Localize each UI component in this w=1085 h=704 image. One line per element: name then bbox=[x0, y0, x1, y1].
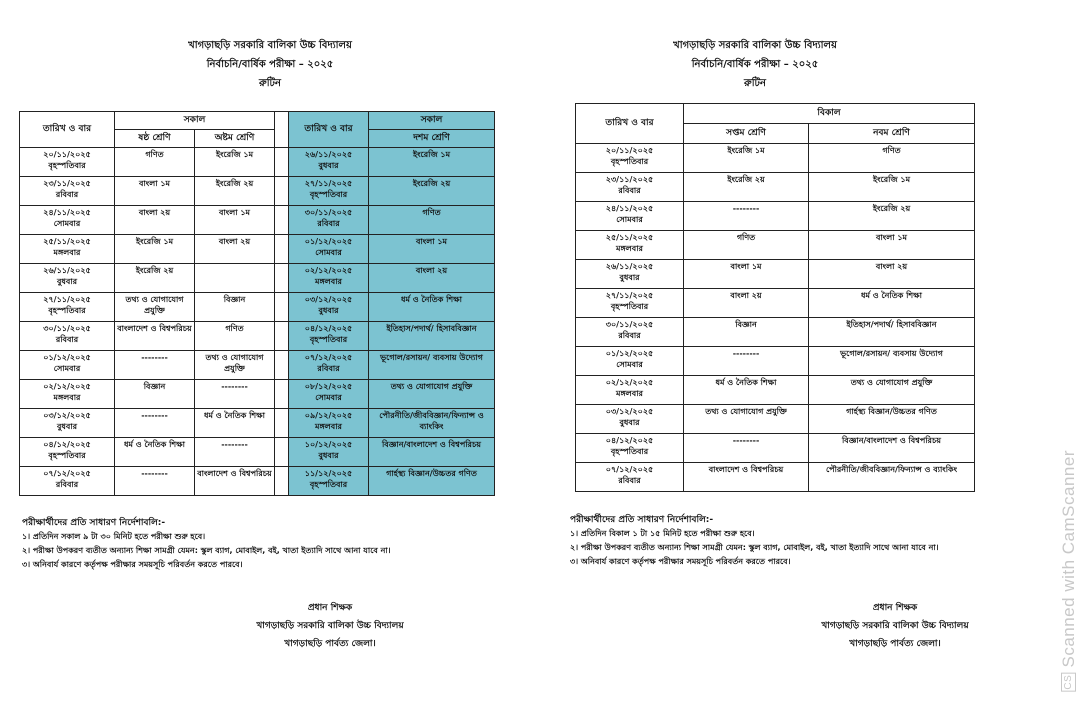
day-text: বৃহস্পতিবার bbox=[48, 161, 86, 170]
table-row bbox=[576, 202, 975, 231]
camscanner-logo-icon: CS bbox=[1063, 675, 1074, 690]
date-text: ২৪/১১/২০২৫ bbox=[605, 204, 654, 213]
day-text: বৃহস্পতিবার bbox=[48, 306, 86, 315]
table-row bbox=[20, 206, 495, 235]
shift-header: বিকাল bbox=[684, 104, 975, 124]
day-text: বৃহস্পতিবার bbox=[309, 480, 348, 489]
gap-cell bbox=[275, 438, 289, 467]
class9-subject: বিজ্ঞান/বাংলাদেশ ও বিশ্বপরিচয় bbox=[809, 434, 975, 463]
date-cell bbox=[576, 318, 684, 347]
signature-role: প্রধান শিক্ষক bbox=[872, 603, 918, 613]
left-instructions bbox=[22, 516, 452, 572]
day-text: বুধবার bbox=[318, 451, 339, 460]
day-text: বুধবার bbox=[619, 273, 640, 282]
table-row bbox=[20, 148, 495, 177]
day-text: মঙ্গলবার bbox=[616, 244, 643, 253]
class6-subject: বাংলা ১ম bbox=[115, 177, 195, 206]
date-text: ০২/১২/২০২৫ bbox=[605, 378, 654, 387]
date-cell-2 bbox=[289, 322, 369, 351]
class9-subject: তথ্য ও যোগাযোগ প্রযুক্তি bbox=[809, 376, 975, 405]
day-text: বৃহস্পতিবার bbox=[309, 335, 348, 344]
date-text: ২০/১১/২০২৫ bbox=[605, 146, 654, 155]
gap-cell bbox=[275, 380, 289, 409]
gap-cell bbox=[275, 148, 289, 177]
table-row bbox=[20, 177, 495, 206]
gap-cell bbox=[275, 293, 289, 322]
class8-subject: ইংরেজি ২য় bbox=[195, 177, 275, 206]
day-text: রবিবার bbox=[55, 190, 79, 199]
class8-subject: -------- bbox=[195, 380, 275, 409]
date-header: তারিখ ও বার bbox=[20, 112, 115, 148]
day-text: বৃহস্পতিবার bbox=[610, 447, 649, 456]
date-text: ২৬/১১/২০২৫ bbox=[304, 150, 353, 159]
date-cell-2 bbox=[289, 148, 369, 177]
date-header-2: তারিখ ও বার bbox=[289, 112, 369, 148]
date-cell-2 bbox=[289, 467, 369, 496]
date-text: ২৭/১১/২০২৫ bbox=[304, 179, 353, 188]
class9-subject: পৌরনীতি/জীববিজ্ঞান/ফিন্যান্স ও ব্যাংকিং bbox=[809, 463, 975, 492]
date-cell-2 bbox=[289, 235, 369, 264]
class10-subject: ইংরেজি ১ম bbox=[369, 148, 495, 177]
date-cell-2 bbox=[289, 351, 369, 380]
shift-header: সকাল bbox=[115, 112, 275, 130]
left-signature bbox=[195, 599, 465, 653]
class6-subject: ইংরেজি ২য় bbox=[115, 264, 195, 293]
date-cell bbox=[20, 177, 115, 206]
gap-cell bbox=[275, 409, 289, 438]
day-text: সোমবার bbox=[315, 248, 342, 257]
class8-subject: বাংলাদেশ ও বিশ্বপরিচয় bbox=[195, 467, 275, 496]
class10-subject: ভূগোল/রসায়ন/ ব্যবসায় উদ্যোগ bbox=[369, 351, 495, 380]
date-text: ২৪/১১/২০২৫ bbox=[43, 208, 91, 217]
gap-cell bbox=[275, 351, 289, 380]
class7-subject: গণিত bbox=[684, 231, 809, 260]
table-row bbox=[576, 231, 975, 260]
signature-school: খাগড়াছড়ি সরকারি বালিকা উচ্চ বিদ্যালয় bbox=[821, 621, 969, 631]
table-row bbox=[576, 434, 975, 463]
class9-subject: ভূগোল/রসায়ন/ ব্যবসায় উদ্যোগ bbox=[809, 347, 975, 376]
day-text: মঙ্গলবার bbox=[53, 393, 81, 402]
class7-subject: বিজ্ঞান bbox=[684, 318, 809, 347]
signature-district: খাগড়াছড়ি পার্বত্য জেলা। bbox=[849, 639, 941, 649]
table-row bbox=[576, 405, 975, 434]
table-row bbox=[576, 347, 975, 376]
class8-subject: বিজ্ঞান bbox=[195, 293, 275, 322]
table-row bbox=[20, 293, 495, 322]
date-text: ১০/১২/২০২৫ bbox=[304, 440, 353, 449]
class8-subject: বাংলা ২য় bbox=[195, 235, 275, 264]
class6-subject: গণিত bbox=[115, 148, 195, 177]
date-cell bbox=[20, 380, 115, 409]
date-cell-2 bbox=[289, 206, 369, 235]
gap-cell bbox=[275, 177, 289, 206]
date-text: ০৪/১২/২০২৫ bbox=[43, 440, 91, 449]
date-text: ২৬/১১/২০২৫ bbox=[605, 262, 654, 271]
class6-subject: বাংলা ২য় bbox=[115, 206, 195, 235]
class9-subject: বাংলা ২য় bbox=[809, 260, 975, 289]
table-row bbox=[576, 173, 975, 202]
exam-title: নির্বাচনি/বার্ষিক পরীক্ষা – ২০২৫ bbox=[691, 59, 819, 70]
class9-subject: গার্হস্থ্য বিজ্ঞান/উচ্চতর গণিত bbox=[809, 405, 975, 434]
date-cell bbox=[20, 351, 115, 380]
date-cell bbox=[20, 438, 115, 467]
class10-subject: বাংলা ২য় bbox=[369, 264, 495, 293]
class10-subject: বাংলা ১ম bbox=[369, 235, 495, 264]
school-name: খাগড়াছড়ি সরকারি বালিকা উচ্চ বিদ্যালয় bbox=[673, 40, 837, 51]
class10-subject: গার্হস্থ্য বিজ্ঞান/উচ্চতর গণিত bbox=[369, 467, 495, 496]
afternoon-routine-table bbox=[575, 103, 975, 492]
date-cell bbox=[576, 405, 684, 434]
class6-subject: -------- bbox=[115, 409, 195, 438]
class8-subject bbox=[195, 264, 275, 293]
col-class9: নবম শ্রেণি bbox=[809, 124, 975, 144]
day-text: সোমবার bbox=[616, 215, 643, 224]
date-text: ০১/১২/২০২৫ bbox=[605, 349, 654, 358]
date-text: ০৯/১২/২০২৫ bbox=[304, 411, 353, 420]
date-text: ২৬/১১/২০২৫ bbox=[43, 266, 91, 275]
table-row bbox=[20, 322, 495, 351]
day-text: বুধবার bbox=[619, 418, 640, 427]
class9-subject: ধর্ম ও নৈতিক শিক্ষা bbox=[809, 289, 975, 318]
table-row bbox=[576, 376, 975, 405]
table-row bbox=[576, 144, 975, 173]
day-text: বৃহস্পতিবার bbox=[309, 190, 348, 199]
date-cell-2 bbox=[289, 264, 369, 293]
class10-subject: তথ্য ও যোগাযোগ প্রযুক্তি bbox=[369, 380, 495, 409]
date-cell bbox=[576, 144, 684, 173]
date-cell-2 bbox=[289, 409, 369, 438]
day-text: রবিবার bbox=[618, 186, 641, 195]
class8-subject: গণিত bbox=[195, 322, 275, 351]
day-text: সোমবার bbox=[53, 364, 81, 373]
class7-subject: -------- bbox=[684, 347, 809, 376]
left-header bbox=[110, 36, 430, 93]
gap-cell bbox=[275, 235, 289, 264]
col-class8: অষ্টম শ্রেণি bbox=[195, 130, 275, 148]
table-row bbox=[576, 260, 975, 289]
day-text: সোমবার bbox=[53, 219, 81, 228]
day-text: বুধবার bbox=[56, 277, 78, 286]
class7-subject: ইংরেজি ২য় bbox=[684, 173, 809, 202]
table-row bbox=[20, 409, 495, 438]
date-cell bbox=[20, 322, 115, 351]
day-text: রবিবার bbox=[317, 364, 340, 373]
class10-subject: ধর্ম ও নৈতিক শিক্ষা bbox=[369, 293, 495, 322]
date-text: ২৭/১১/২০২৫ bbox=[43, 295, 91, 304]
date-text: ৩০/১১/২০২৫ bbox=[304, 208, 353, 217]
date-cell bbox=[20, 467, 115, 496]
day-text: সোমবার bbox=[315, 393, 342, 402]
class9-subject: গণিত bbox=[809, 144, 975, 173]
class6-subject: ইংরেজি ১ম bbox=[115, 235, 195, 264]
signature-district: খাগড়াছড়ি পার্বত্য জেলা। bbox=[284, 639, 376, 649]
exam-title: নির্বাচনি/বার্ষিক পরীক্ষা – ২০২৫ bbox=[206, 59, 334, 70]
class9-subject: ইংরেজি ২য় bbox=[809, 202, 975, 231]
gap-column bbox=[275, 112, 289, 148]
date-text: ২৩/১১/২০২৫ bbox=[43, 179, 91, 188]
date-cell bbox=[20, 148, 115, 177]
day-text: বুধবার bbox=[318, 306, 339, 315]
class6-subject: বাংলাদেশ ও বিশ্বপরিচয় bbox=[115, 322, 195, 351]
morning-routine-table bbox=[19, 111, 495, 496]
date-cell bbox=[576, 202, 684, 231]
class6-subject: বিজ্ঞান bbox=[115, 380, 195, 409]
date-cell bbox=[576, 434, 684, 463]
watermark-text: Scanned with CamScanner bbox=[1059, 450, 1078, 668]
class10-subject: বিজ্ঞান/বাংলাদেশ ও বিশ্বপরিচয় bbox=[369, 438, 495, 467]
day-text: মঙ্গলবার bbox=[315, 422, 342, 431]
date-text: ৩০/১১/২০২৫ bbox=[605, 320, 654, 329]
right-signature bbox=[760, 599, 1030, 653]
day-text: বৃহস্পতিবার bbox=[610, 157, 649, 166]
date-text: ২০/১১/২০২৫ bbox=[43, 150, 91, 159]
instruction-item: ৩। অনিবার্য কারণে কর্তৃপক্ষ পরীক্ষার সময়সূচি পরিবর্তন করতে পারবে। bbox=[22, 560, 243, 569]
day-text: রবিবার bbox=[317, 219, 340, 228]
date-text: ২৫/১১/২০২৫ bbox=[605, 233, 654, 242]
date-header: তারিখ ও বার bbox=[576, 104, 684, 144]
instruction-item: ১। প্রতিদিন বিকাল ১ টা ১৫ মিনিট হতে পরীক্ষা শুরু হবে। bbox=[570, 529, 755, 538]
day-text: বুধবার bbox=[56, 422, 78, 431]
class8-subject: ধর্ম ও নৈতিক শিক্ষা bbox=[195, 409, 275, 438]
date-cell bbox=[20, 293, 115, 322]
date-cell-2 bbox=[289, 438, 369, 467]
class7-subject: ধর্ম ও নৈতিক শিক্ষা bbox=[684, 376, 809, 405]
class7-subject: ইংরেজি ১ম bbox=[684, 144, 809, 173]
class7-subject: বাংলাদেশ ও বিশ্বপরিচয় bbox=[684, 463, 809, 492]
class10-subject: পৌরনীতি/জীববিজ্ঞান/ফিন্যান্স ও ব্যাংকিং bbox=[369, 409, 495, 438]
instruction-item: ২। পরীক্ষা উপকরণ ব্যতীত অন্যান্য শিক্ষা সামগ্রী যেমন: স্কুল ব্যাগ, মোবাইল, বই, খাতা ইত্যাদি সাথে আনা যাবে না। bbox=[570, 543, 939, 552]
routine-title: রুটিন bbox=[744, 78, 766, 89]
class9-subject: ইংরেজি ১ম bbox=[809, 173, 975, 202]
date-text: ০৪/১২/২০২৫ bbox=[605, 436, 654, 445]
signature-role: প্রধান শিক্ষক bbox=[307, 603, 353, 613]
class7-subject: বাংলা ২য় bbox=[684, 289, 809, 318]
class8-subject: -------- bbox=[195, 438, 275, 467]
day-text: রবিবার bbox=[55, 335, 79, 344]
date-text: ০২/১২/২০২৫ bbox=[43, 382, 91, 391]
date-cell bbox=[20, 409, 115, 438]
class7-subject: তথ্য ও যোগাযোগ প্রযুক্তি bbox=[684, 405, 809, 434]
day-text: বৃহস্পতিবার bbox=[48, 451, 86, 460]
date-text: ০৩/১২/২০২৫ bbox=[43, 411, 91, 420]
right-instructions bbox=[570, 513, 1010, 569]
date-cell bbox=[20, 206, 115, 235]
date-text: ০১/১২/২০২৫ bbox=[304, 237, 353, 246]
day-text: রবিবার bbox=[618, 331, 641, 340]
col-class7: সপ্তম শ্রেণি bbox=[684, 124, 809, 144]
day-text: রবিবার bbox=[55, 480, 79, 489]
gap-cell bbox=[275, 322, 289, 351]
date-cell bbox=[576, 463, 684, 492]
date-cell-2 bbox=[289, 380, 369, 409]
shift-header-2: সকাল bbox=[369, 112, 495, 130]
date-text: ০২/১২/২০২৫ bbox=[304, 266, 353, 275]
instructions-title: পরীক্ষার্থীদের প্রতি সাধারণ নির্দেশাবলি:- bbox=[570, 515, 714, 525]
school-name: খাগড়াছড়ি সরকারি বালিকা উচ্চ বিদ্যালয় bbox=[188, 40, 352, 51]
date-cell bbox=[576, 231, 684, 260]
day-text: মঙ্গলবার bbox=[315, 277, 342, 286]
date-cell bbox=[576, 376, 684, 405]
class8-subject: তথ্য ও যোগাযোগ প্রযুক্তি bbox=[195, 351, 275, 380]
date-cell bbox=[576, 260, 684, 289]
date-cell-2 bbox=[289, 293, 369, 322]
class10-subject: গণিত bbox=[369, 206, 495, 235]
date-text: ০৭/১২/২০২৫ bbox=[43, 469, 91, 478]
date-text: ২৩/১১/২০২৫ bbox=[605, 175, 654, 184]
col-class6: ষষ্ঠ শ্রেণি bbox=[115, 130, 195, 148]
date-text: ০৩/১২/২০২৫ bbox=[304, 295, 353, 304]
day-text: রবিবার bbox=[618, 476, 641, 485]
date-text: ০১/১২/২০২৫ bbox=[43, 353, 91, 362]
date-cell-2 bbox=[289, 177, 369, 206]
date-cell bbox=[20, 235, 115, 264]
date-text: ০৮/১২/২০২৫ bbox=[304, 382, 353, 391]
class9-subject: বাংলা ১ম bbox=[809, 231, 975, 260]
day-text: মঙ্গলবার bbox=[53, 248, 81, 257]
table-row bbox=[20, 438, 495, 467]
table-row bbox=[576, 289, 975, 318]
class7-subject: বাংলা ১ম bbox=[684, 260, 809, 289]
class8-subject: ইংরেজি ১ম bbox=[195, 148, 275, 177]
class10-subject: ইতিহাস/পদার্থ/ হিসাববিজ্ঞান bbox=[369, 322, 495, 351]
table-row bbox=[20, 351, 495, 380]
table-row bbox=[20, 380, 495, 409]
right-header bbox=[595, 36, 915, 93]
routine-title: রুটিন bbox=[259, 78, 281, 89]
date-text: ৩০/১১/২০২৫ bbox=[43, 324, 91, 333]
gap-cell bbox=[275, 264, 289, 293]
class6-subject: তথ্য ও যোগাযোগ প্রযুক্তি bbox=[115, 293, 195, 322]
class6-subject: -------- bbox=[115, 467, 195, 496]
instructions-title: পরীক্ষার্থীদের প্রতি সাধারণ নির্দেশাবলি:- bbox=[22, 518, 166, 528]
date-text: ২৫/১১/২০২৫ bbox=[43, 237, 91, 246]
table-row bbox=[20, 264, 495, 293]
date-cell bbox=[20, 264, 115, 293]
class7-subject: -------- bbox=[684, 434, 809, 463]
col-class10: দশম শ্রেণি bbox=[369, 130, 495, 148]
instruction-item: ৩। অনিবার্য কারণে কর্তৃপক্ষ পরীক্ষার সময়সূচি পরিবর্তন করতে পারবে। bbox=[570, 557, 791, 566]
date-text: ০৭/১২/২০২৫ bbox=[605, 465, 654, 474]
day-text: সোমবার bbox=[616, 360, 643, 369]
gap-cell bbox=[275, 206, 289, 235]
class9-subject: ইতিহাস/পদার্থ/ হিসাববিজ্ঞান bbox=[809, 318, 975, 347]
class7-subject: -------- bbox=[684, 202, 809, 231]
date-text: ০৪/১২/২০২৫ bbox=[304, 324, 353, 333]
date-text: ১১/১২/২০২৫ bbox=[304, 469, 353, 478]
gap-cell bbox=[275, 467, 289, 496]
date-cell bbox=[576, 289, 684, 318]
class8-subject: বাংলা ১ম bbox=[195, 206, 275, 235]
signature-school: খাগড়াছড়ি সরকারি বালিকা উচ্চ বিদ্যালয় bbox=[256, 621, 404, 631]
day-text: মঙ্গলবার bbox=[616, 389, 643, 398]
class10-subject: ইংরেজি ২য় bbox=[369, 177, 495, 206]
class6-subject: ধর্ম ও নৈতিক শিক্ষা bbox=[115, 438, 195, 467]
date-cell bbox=[576, 173, 684, 202]
table-row bbox=[20, 467, 495, 496]
class6-subject: -------- bbox=[115, 351, 195, 380]
date-text: ২৭/১১/২০২৫ bbox=[605, 291, 654, 300]
date-cell bbox=[576, 347, 684, 376]
date-text: ০৩/১২/২০২৫ bbox=[605, 407, 654, 416]
camscanner-watermark bbox=[1059, 450, 1079, 696]
instruction-item: ১। প্রতিদিন সকাল ৯ টা ৩০ মিনিট হতে পরীক্ষা শুরু হবে। bbox=[22, 532, 206, 541]
date-text: ০৭/১২/২০২৫ bbox=[304, 353, 353, 362]
day-text: বুধবার bbox=[318, 161, 339, 170]
table-row bbox=[20, 235, 495, 264]
day-text: বৃহস্পতিবার bbox=[610, 302, 649, 311]
table-row bbox=[576, 318, 975, 347]
table-row bbox=[576, 463, 975, 492]
instruction-item: ২। পরীক্ষা উপকরণ ব্যতীত অন্যান্য শিক্ষা সামগ্রী যেমন: স্কুল ব্যাগ, মোবাইল, বই, খাতা ইত্যাদি সাথে আনা যাবে না। bbox=[22, 546, 391, 555]
